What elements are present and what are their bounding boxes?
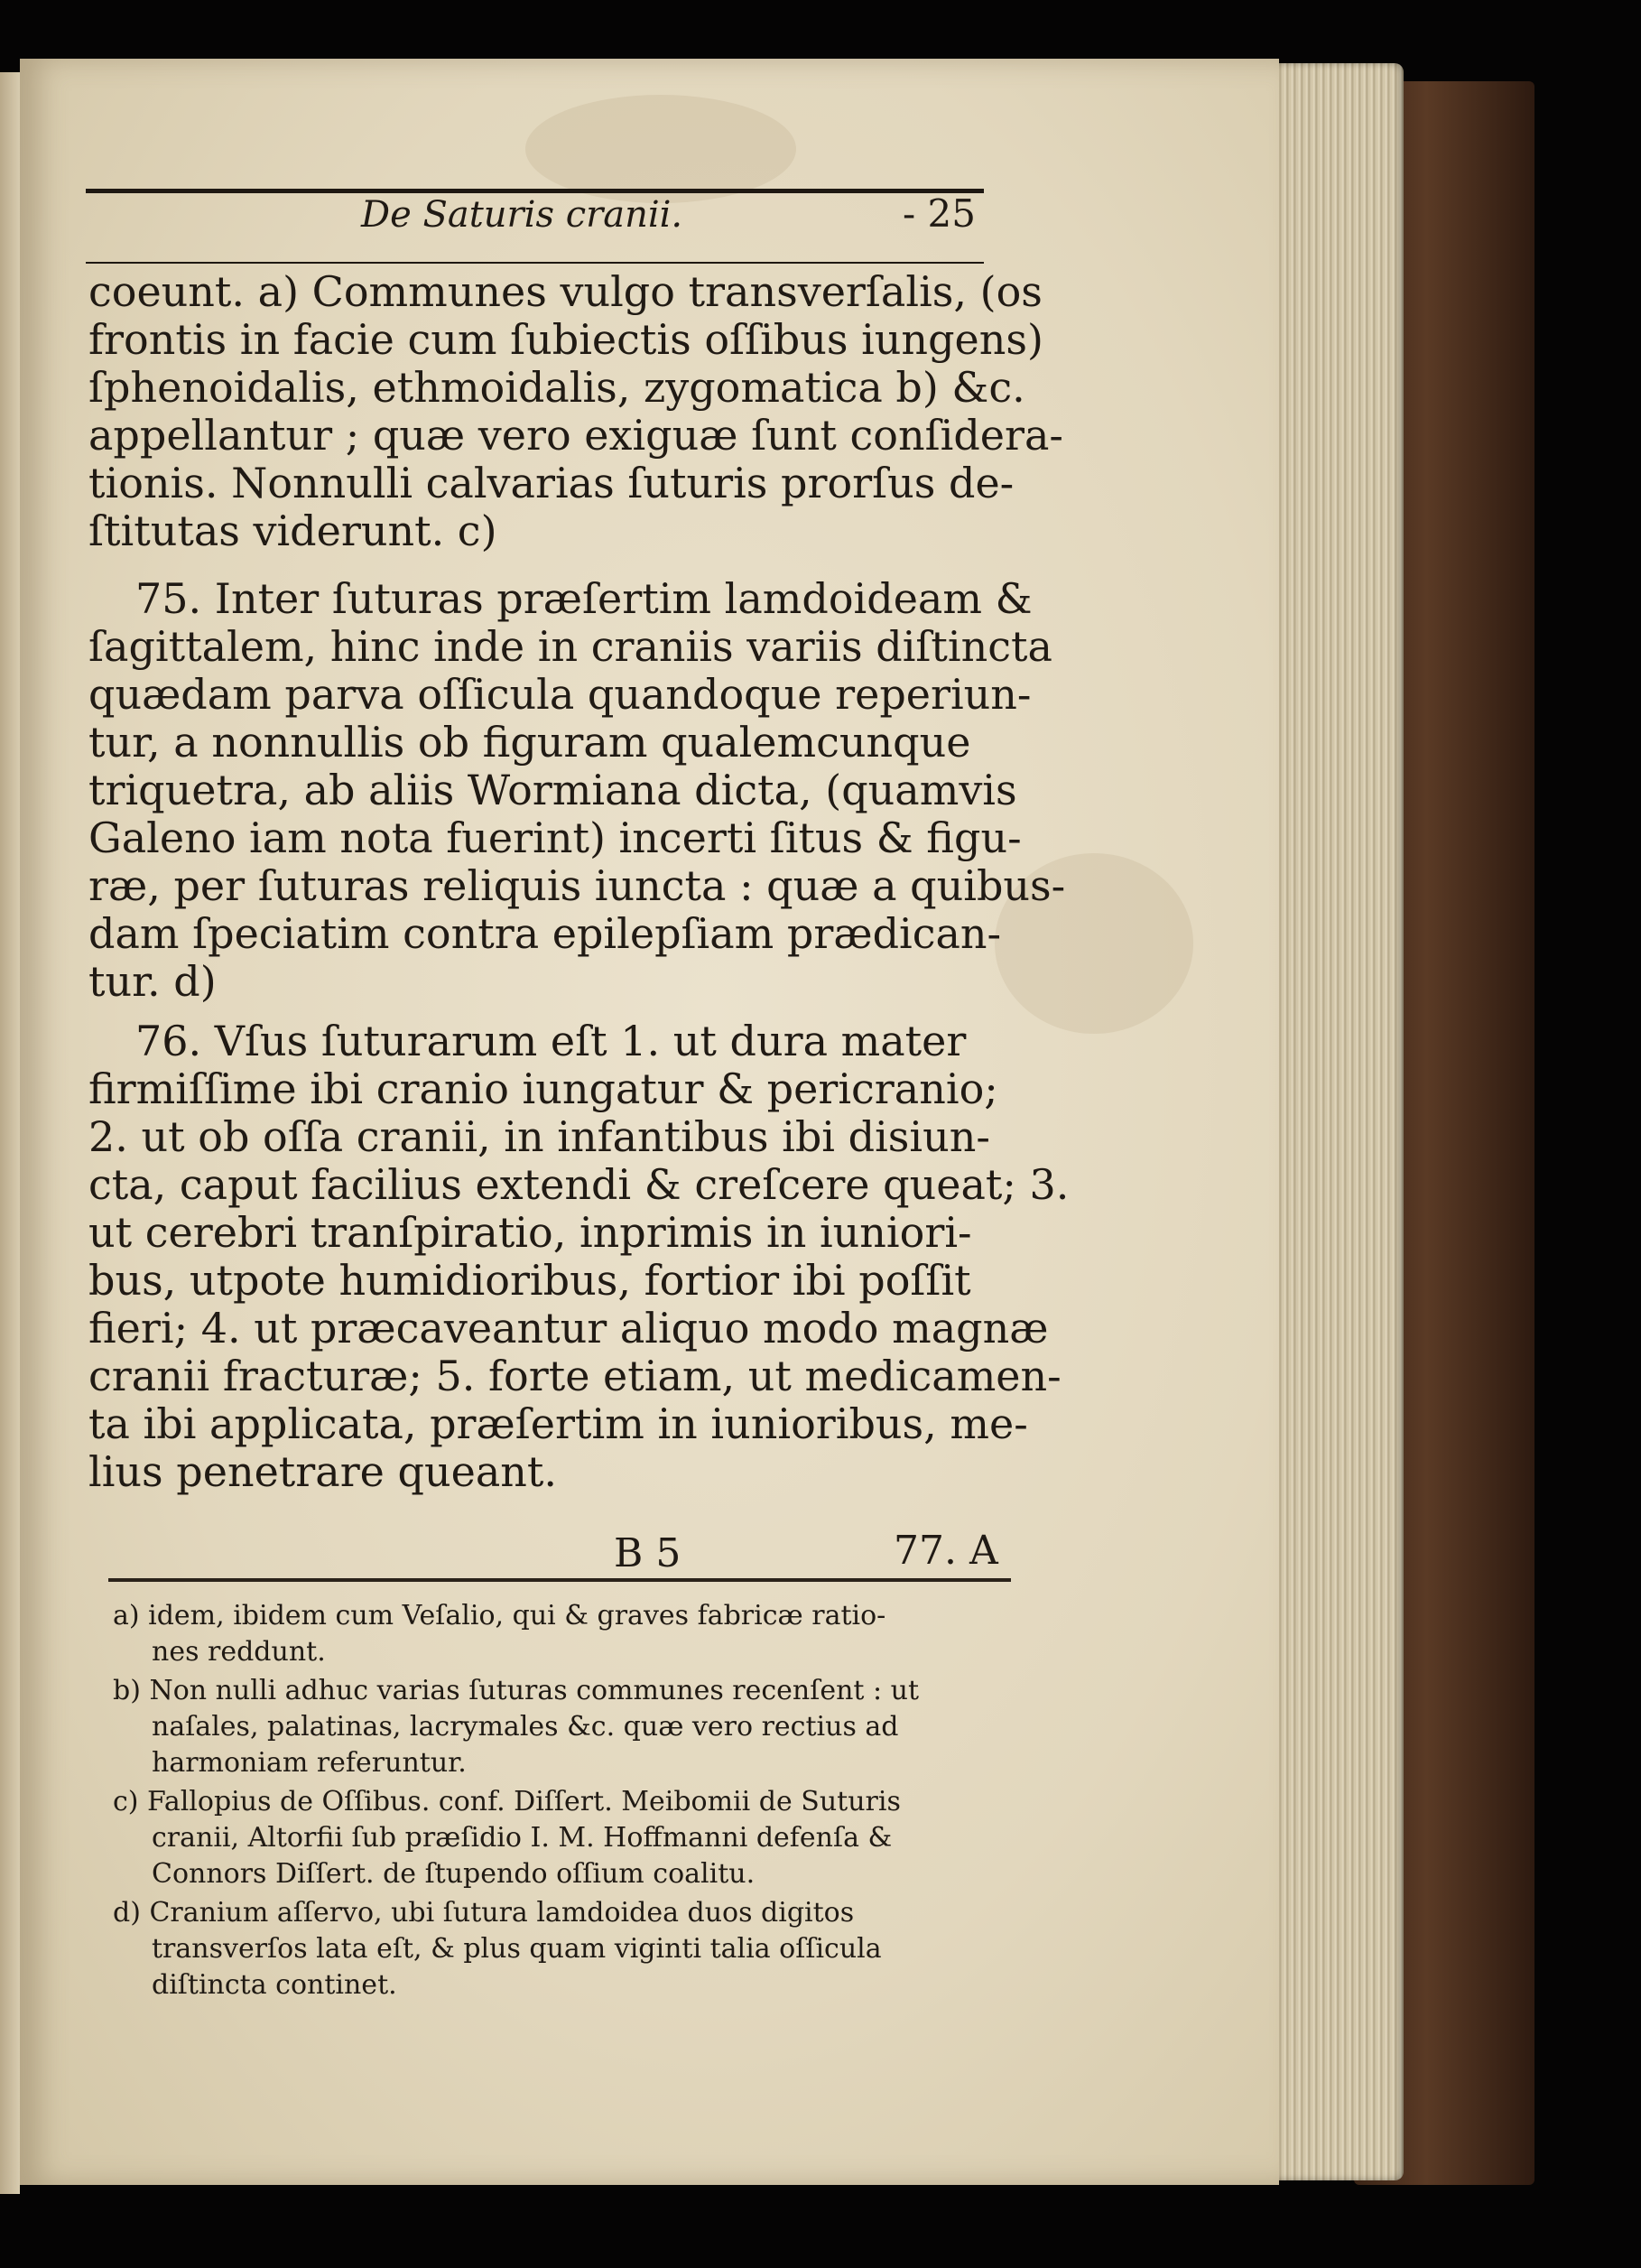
signature-mark: B 5: [614, 1530, 681, 1576]
body-line: frontis in facie cum ſubiectis oſſibus iungens): [88, 315, 1043, 364]
footnote-line: naſales, palatinas, lacrymales &c. quæ vero rectius ad: [152, 1711, 899, 1743]
footnote-line: diſtincta continet.: [152, 1969, 397, 2001]
body-line: coeunt. a) Communes vulgo transverſalis, (os: [88, 267, 1043, 316]
body-line: 76. Vſus ſuturarum eſt 1. ut dura mater: [135, 1017, 967, 1065]
paper-stain: [525, 95, 796, 203]
footnote-line: nes reddunt.: [152, 1636, 326, 1668]
body-line: dam ſpeciatim contra epilepſiam prædican-: [88, 909, 1002, 958]
body-line: ut cerebri tranſpiratio, inprimis in iuniori-: [88, 1208, 972, 1257]
body-line: fieri; 4. ut præcaveantur aliquo modo magnæ: [88, 1304, 1049, 1352]
body-line: tur. d): [88, 957, 217, 1006]
catchword: 77. A: [894, 1528, 998, 1574]
body-line: tionis. Nonnulli calvarias ſuturis prorſus de-: [88, 459, 1015, 507]
footnote-line: harmoniam referuntur.: [152, 1747, 467, 1779]
body-line: ta ibi applicata, præſertim in iunioribus, me-: [88, 1399, 1028, 1448]
body-line: ræ, per ſuturas reliquis iuncta : quæ a quibus-: [88, 861, 1066, 910]
footnote-line: b) Non nulli adhuc varias ſuturas communes recenſent : ut: [113, 1675, 920, 1706]
body-line: quædam parva oſſicula quandoque reperiun-: [88, 670, 1032, 719]
footnote-line: cranii, Altorfii ſub præſidio I. M. Hoffmanni defenſa &: [152, 1822, 893, 1854]
body-line: bus, utpote humidioribus, fortior ibi poſſit: [88, 1256, 971, 1305]
body-line: 2. ut ob oſſa cranii, in infantibus ibi disiun-: [88, 1112, 990, 1161]
body-line: triquetra, ab aliis Wormiana dicta, (quamvis: [88, 766, 1017, 814]
header-rule-bottom: [86, 262, 984, 264]
body-line: lius penetrare queant.: [88, 1447, 557, 1496]
footnote-line: transverſos lata eſt, & plus quam viginti talia oſſicula: [152, 1933, 882, 1965]
body-line: 75. Inter ſuturas præſertim lamdoideam &: [135, 574, 1033, 623]
header-rule-top: [86, 189, 984, 193]
footnote-rule: [108, 1578, 1011, 1582]
footnote-line: a) idem, ibidem cum Veſalio, qui & graves fabricæ ratio-: [113, 1600, 886, 1631]
body-line: appellantur ; quæ vero exiguæ ſunt conſidera-: [88, 411, 1063, 460]
page-number: - 25: [903, 191, 976, 236]
facing-page-edge: [0, 72, 20, 2194]
running-title: De Saturis cranii.: [361, 194, 683, 236]
body-line: ſphenoidalis, ethmoidalis, zygomatica b) &c.: [88, 363, 1025, 412]
body-line: Galeno iam nota fuerint) incerti ſitus & figu-: [88, 813, 1022, 862]
page-block-edges: [1268, 63, 1404, 2180]
body-line: ſagittalem, hinc inde in craniis variis diſtincta: [88, 622, 1052, 671]
body-line: tur, a nonnullis ob figuram qualemcunque: [88, 718, 971, 767]
body-line: cranii fracturæ; 5. forte etiam, ut medicamen-: [88, 1352, 1062, 1400]
footnote-line: Connors Diſſert. de ſtupendo oſſium coalitu.: [152, 1858, 756, 1890]
body-line: cta, caput facilius extendi & creſcere queat; 3.: [88, 1160, 1070, 1209]
footnote-line: c) Fallopius de Oſſibus. conf. Diſſert. Meibomii de Suturis: [113, 1786, 901, 1817]
footnote-line: d) Cranium aſſervo, ubi ſutura lamdoidea duos digitos: [113, 1897, 855, 1929]
body-line: firmiſſime ibi cranio iungatur & pericranio;: [88, 1064, 998, 1113]
body-line: ſtitutas viderunt. c): [88, 507, 497, 555]
